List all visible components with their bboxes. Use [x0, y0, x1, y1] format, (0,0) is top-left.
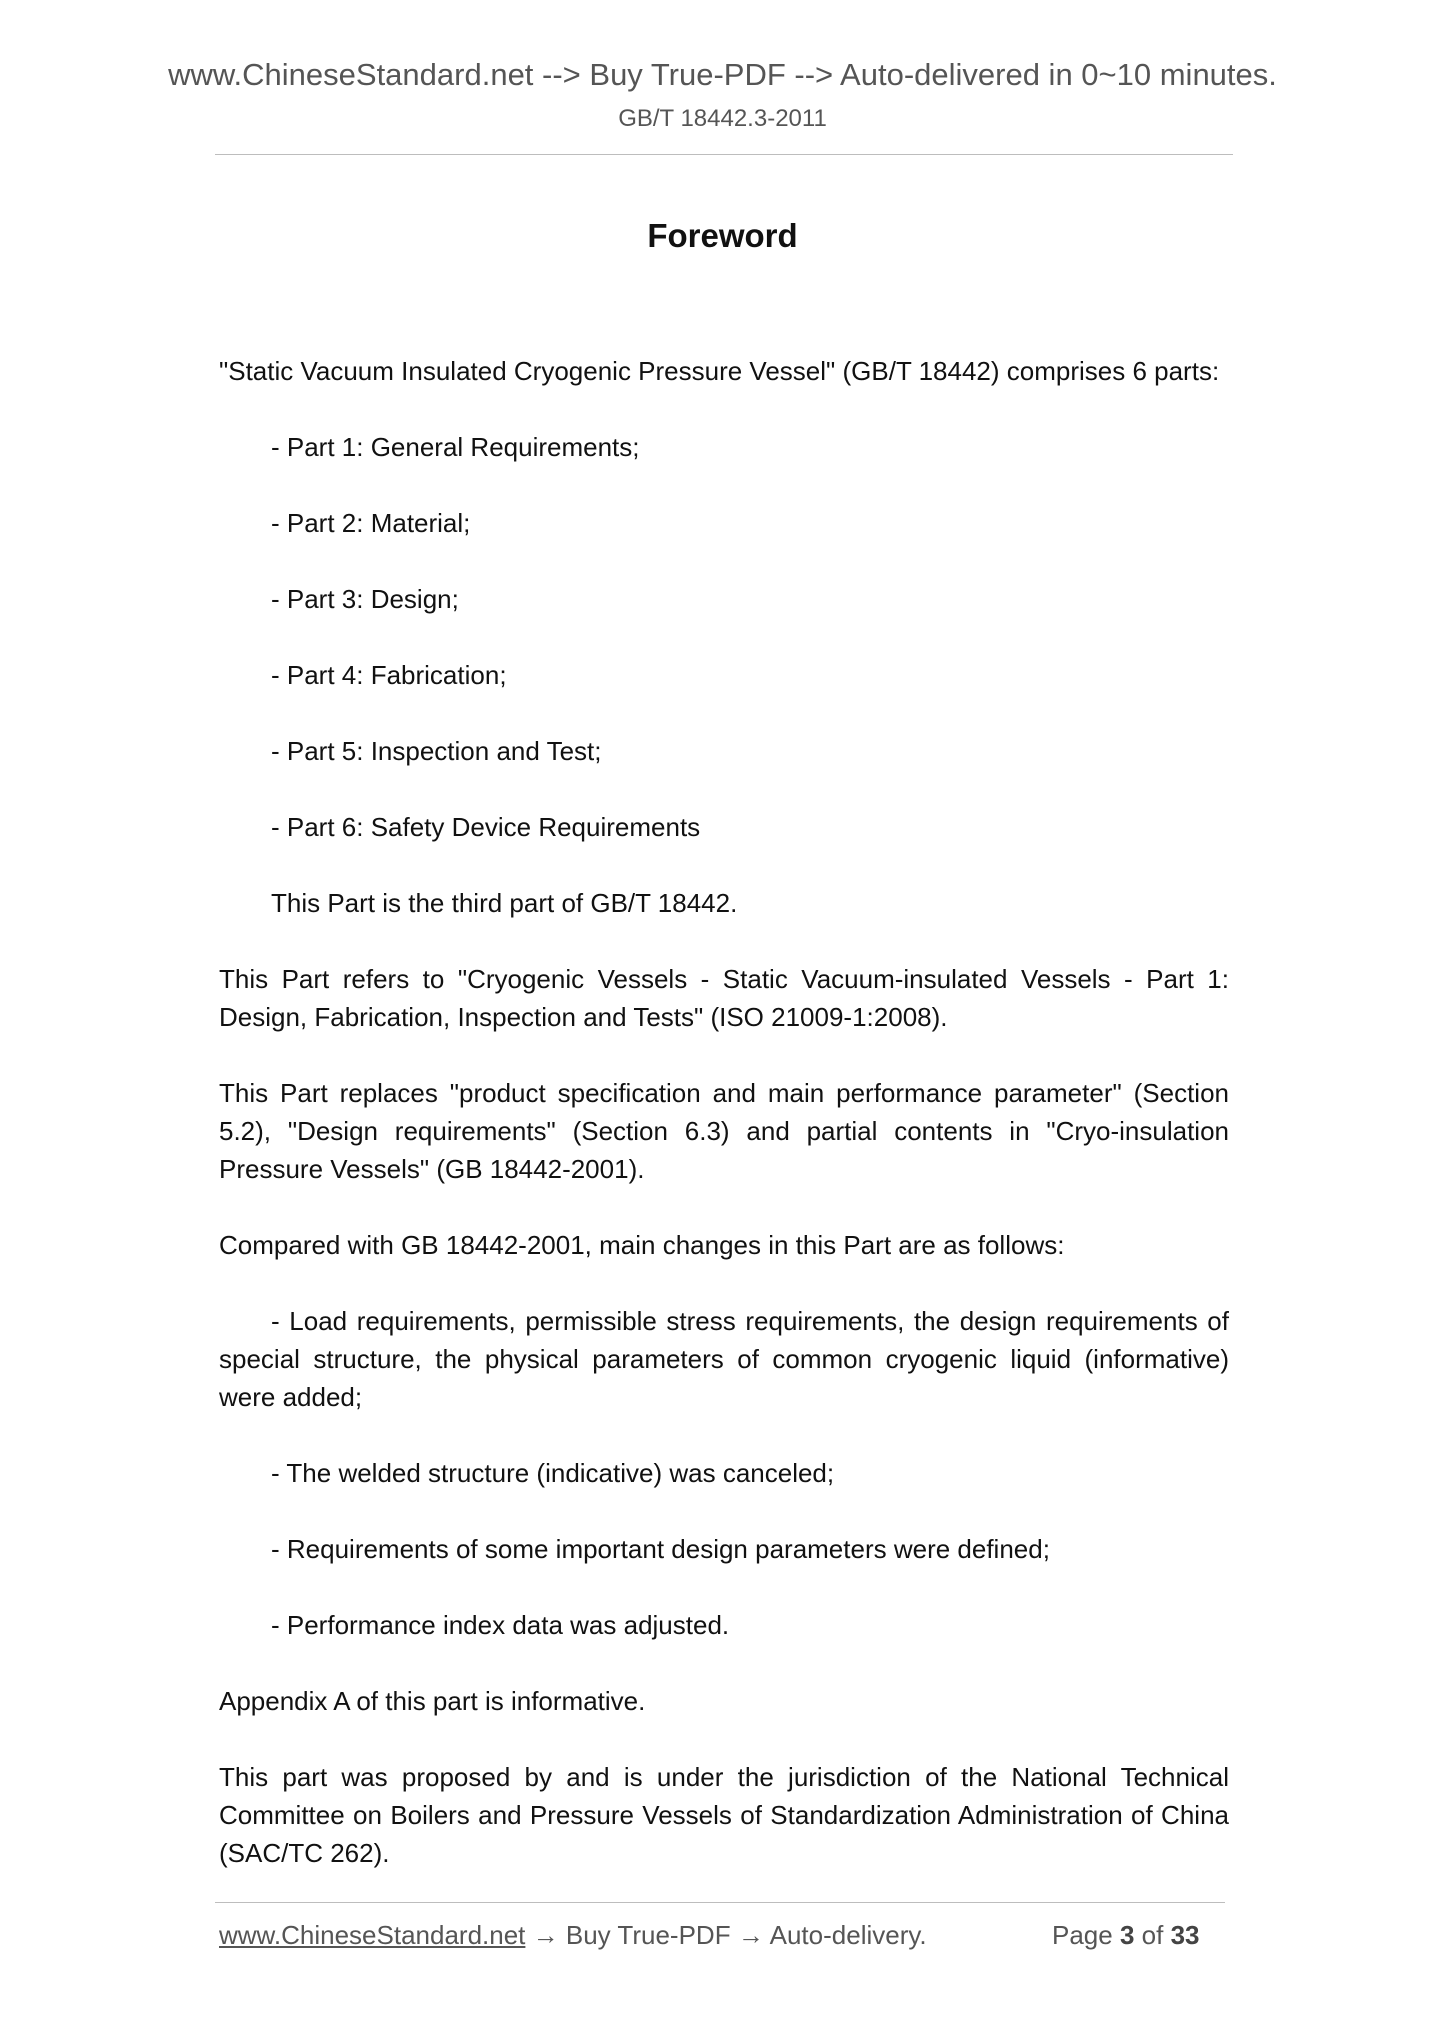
list-item-part-2: - Part 2: Material; [271, 508, 471, 538]
page-indicator [1052, 1918, 1200, 1952]
list-item-part-4: - Part 4: Fabrication; [271, 660, 507, 690]
page-number: 3 [1119, 1920, 1135, 1950]
header-doc-code: GB/T 18442.3-2011 [618, 105, 827, 132]
arrow-right-icon: → [532, 1920, 559, 1950]
list-item-change-canceled: - The welded structure (indicative) was canceled; [271, 1458, 835, 1488]
paragraph-intro: "Static Vacuum Insulated Cryogenic Pressure Vessel" (GB/T 18442) comprises 6 parts: [219, 356, 1220, 386]
header-divider [215, 154, 1233, 155]
list-item-part-5: - Part 5: Inspection and Test; [271, 736, 602, 766]
footer-divider [215, 1902, 1225, 1903]
paragraph-appendix: Appendix A of this part is informative. [219, 1686, 646, 1716]
list-item-part-6: - Part 6: Safety Device Requirements [271, 812, 701, 842]
header-banner: www.ChineseStandard.net --> Buy True-PDF --> Auto-delivered in 0~10 minutes. [168, 57, 1277, 92]
list-item-change-adjusted: - Performance index data was adjusted. [271, 1610, 730, 1640]
footer-buy-text: Buy True-PDF [565, 1920, 731, 1950]
list-item-part-1: - Part 1: General Requirements; [271, 432, 640, 462]
arrow-right-icon: → [737, 1920, 764, 1950]
footer-site-link[interactable]: www.ChineseStandard.net [219, 1920, 526, 1950]
paragraph-replaces: This Part replaces "product specification and main performance parameter" (Section 5.2), "Design requirements" (Section 6.3) and partial contents in "Cryo-insulation Pressure Vessels" (GB 18442-2001). [219, 1078, 1229, 1184]
paragraph-changes-intro: Compared with GB 18442-2001, main changes in this Part are as follows: [219, 1230, 1065, 1260]
of-label: of [1141, 1920, 1164, 1950]
foreword-body [219, 352, 1229, 1872]
list-item-change-added: - Load requirements, permissible stress requirements, the design requirements of special structure, the physical parameters of common cryogenic liquid (informative) were added; [219, 1306, 1229, 1412]
page-label: Page [1052, 1920, 1113, 1950]
paragraph-iso-reference: This Part refers to "Cryogenic Vessels - Static Vacuum-insulated Vessels - Part 1: Design, Fabrication, Inspection and Tests" (ISO 21009-1:2008). [219, 964, 1229, 1032]
list-item-change-defined: - Requirements of some important design parameters were defined; [271, 1534, 1050, 1564]
list-item-part-3: - Part 3: Design; [271, 584, 459, 614]
paragraph-third-part: This Part is the third part of GB/T 18442. [271, 888, 738, 918]
footer-delivery-text: Auto-delivery. [769, 1920, 927, 1950]
footer-links [219, 1918, 927, 1952]
page-title: Foreword [647, 217, 798, 254]
paragraph-jurisdiction: This part was proposed by and is under the jurisdiction of the National Technical Committee on Boilers and Pressure Vessels of Standardization Administration of China (SAC/TC 262). [219, 1762, 1229, 1868]
page-total: 33 [1170, 1920, 1200, 1950]
